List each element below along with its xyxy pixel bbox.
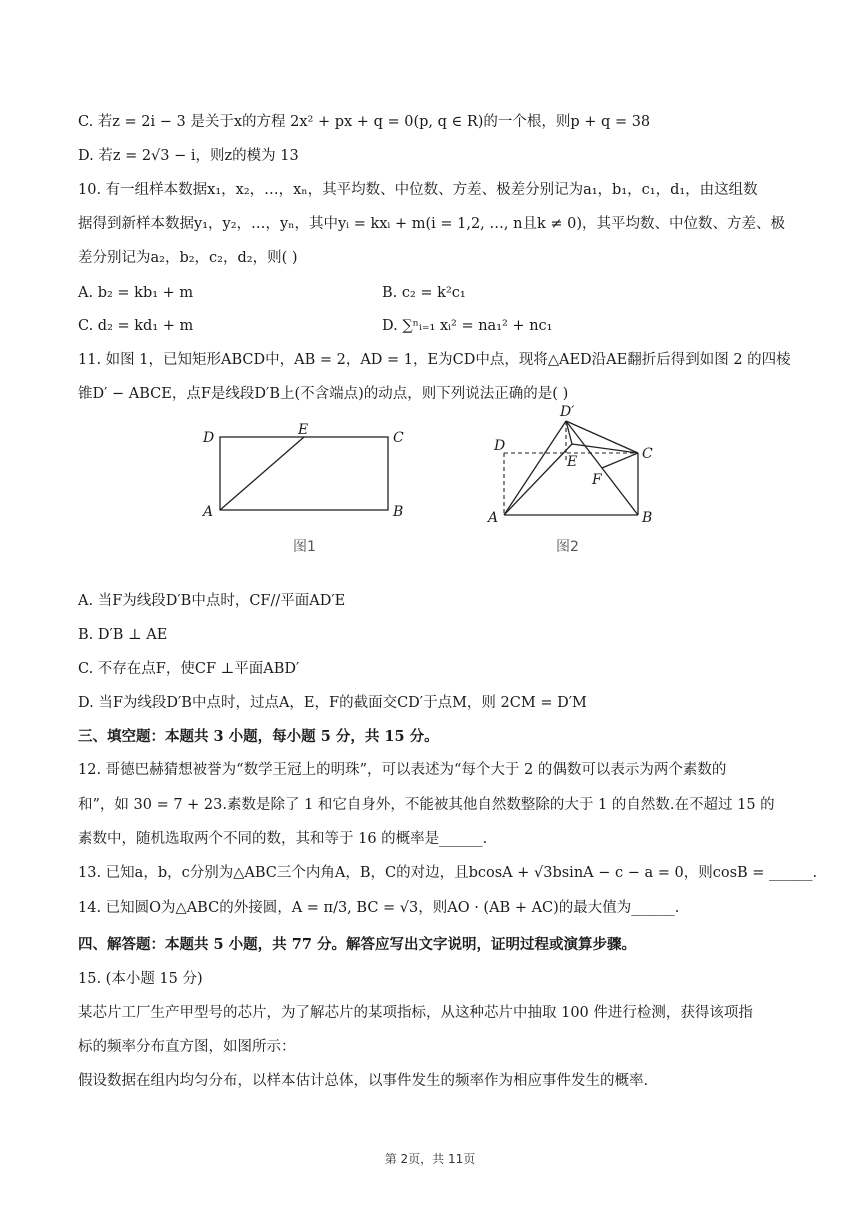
fig1-label-e: E <box>298 422 309 438</box>
q12-stem-2: 和”，如 30 = 7 + 23.素数是除了 1 和它自身外，不能被其他自然数整除的大于 1 的自然数.在不超过 15 的 <box>78 797 775 813</box>
q11-stem-2: 锥D′ − ABCE，点F是线段D′B上(不含端点)的动点，则下列说法正确的是( ) <box>78 386 569 402</box>
q10-option-d: D. ∑ⁿᵢ₌₁ xᵢ² = na₁² + nc₁ <box>382 318 553 334</box>
q10-stem-3: 差分别记为a₂，b₂，c₂，d₂，则( ) <box>78 250 298 266</box>
fig1-label-a: A <box>203 504 214 520</box>
q13-stem: 13. 已知a，b，c分别为△ABC三个内角A，B，C的对边，且bcosA + √3bsinA − c − a = 0，则cosB = ______. <box>78 865 818 881</box>
fig2-label-e: E <box>567 454 578 470</box>
q11-option-b: B. D′B ⊥ AE <box>78 627 168 643</box>
section-3-heading: 三、填空题：本题共 3 小题，每小题 5 分，共 15 分。 <box>78 728 439 745</box>
q15-stem-3: 假设数据在组内均匀分布，以样本估计总体，以事件发生的频率作为相应事件发生的概率. <box>78 1073 649 1089</box>
q10-stem-1: 10. 有一组样本数据x₁，x₂，…，xₙ，其平均数、中位数、方差、极差分别记为a₁，b₁，c₁，d₁，由这组数 <box>78 182 758 198</box>
q9-option-c: C. 若z = 2i − 3 是关于x的方程 2x² + px + q = 0(p, q ∈ R)的一个根，则p + q = 38 <box>78 114 651 130</box>
figure-2-pyramid <box>480 400 670 530</box>
q10-option-b: B. c₂ = k²c₁ <box>382 285 466 301</box>
q14-stem: 14. 已知圆O为△ABC的外接圆，A = π/3, BC = √3，则AO · (AB + AC)的最大值为______. <box>78 900 680 916</box>
q11-option-a: A. 当F为线段D′B中点时，CF//平面AD′E <box>78 593 346 609</box>
fig1-label-d: D <box>203 430 215 446</box>
fig2-label-a: A <box>488 510 499 526</box>
q15-stem-2: 标的频率分布直方图，如图所示： <box>78 1039 296 1055</box>
q10-option-c: C. d₂ = kd₁ + m <box>78 318 194 334</box>
figure-1-rectangle <box>195 420 410 525</box>
page-footer: 第 2页，共 11页 <box>384 1152 476 1166</box>
q12-stem-3: 素数中，随机选取两个不同的数，其和等于 16 的概率是______. <box>78 831 488 847</box>
fig1-label-c: C <box>393 430 404 446</box>
fig1-label-b: B <box>393 504 404 520</box>
fig2-label-c: C <box>642 446 653 462</box>
q11-option-d: D. 当F为线段D′B中点时，过点A，E，F的截面交CD′于点M，则 2CM = D′M <box>78 695 587 711</box>
fig2-label-dprime: D′ <box>560 404 575 420</box>
figure-2-caption: 图2 <box>556 539 579 555</box>
q12-stem-1: 12. 哥德巴赫猜想被誉为“数学王冠上的明珠”，可以表述为“每个大于 2 的偶数可以表示为两个素数的 <box>78 762 727 778</box>
figure-1-caption: 图1 <box>293 539 316 555</box>
fig2-label-b: B <box>642 510 653 526</box>
q10-stem-2: 据得到新样本数据y₁，y₂，…，yₙ，其中yᵢ = kxᵢ + m(i = 1,2, …, n且k ≠ 0)，其平均数、中位数、方差、极 <box>78 216 785 232</box>
fig2-label-f: F <box>592 472 602 488</box>
q15-header: 15. (本小题 15 分) <box>78 971 203 987</box>
q9-option-d: D. 若z = 2√3 − i，则z的模为 13 <box>78 148 299 164</box>
q11-stem-1: 11. 如图 1，已知矩形ABCD中，AB = 2，AD = 1，E为CD中点，现将△AED沿AE翻折后得到如图 2 的四棱 <box>78 352 791 368</box>
q10-option-a: A. b₂ = kb₁ + m <box>78 285 194 301</box>
fig2-label-d: D <box>494 438 506 454</box>
q11-option-c: C. 不存在点F，使CF ⊥平面ABD′ <box>78 661 300 677</box>
section-4-heading: 四、解答题：本题共 5 小题，共 77 分。解答应写出文字说明，证明过程或演算步骤。 <box>78 936 636 953</box>
q15-stem-1: 某芯片工厂生产甲型号的芯片，为了解芯片的某项指标，从这种芯片中抽取 100 件进行检测，获得该项指 <box>78 1005 753 1021</box>
